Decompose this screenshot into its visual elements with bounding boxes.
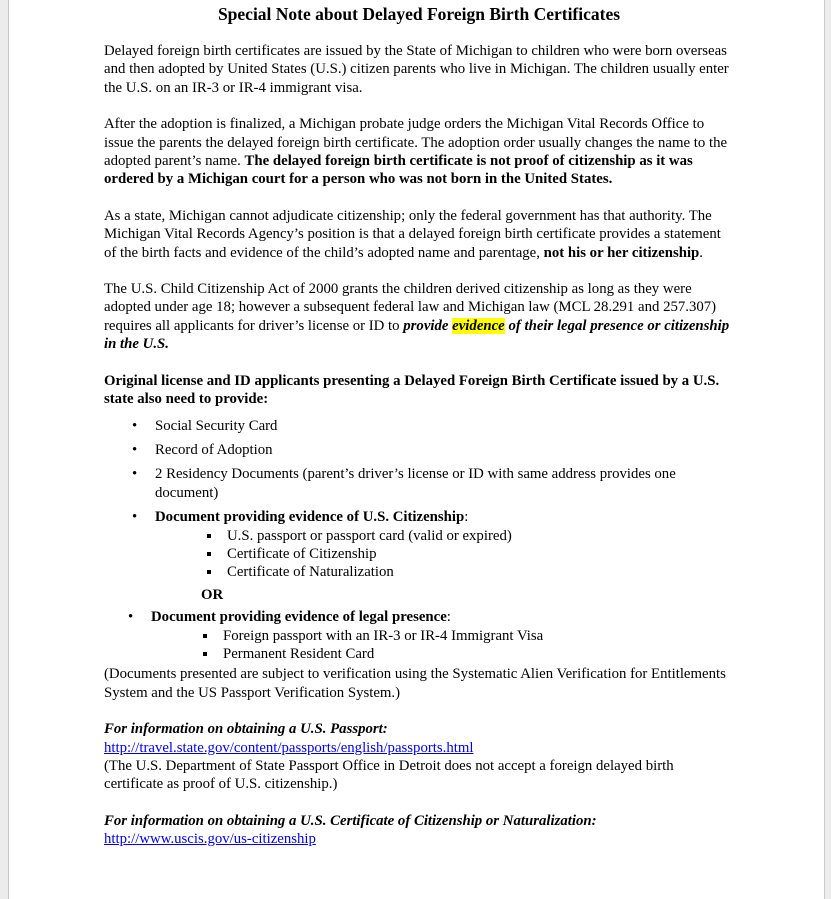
- citizenship-act-paragraph: The U.S. Child Citizenship Act of 2000 grants the children derived citizenship as long as they were adopted under age 18; however a subsequent federal law and Michigan law (MCL 28.291 and 257.307) requires all applicants for driver’s license or ID to provide evidence of their legal presence or citizenship in the U.S.: [104, 281, 730, 353]
- passport-link-line: [104, 739, 734, 757]
- list-item: • Record of Adoption: [104, 441, 734, 459]
- document-page: [104, 0, 734, 849]
- citizenship-link-line: [104, 830, 734, 848]
- page-right-edge: [824, 0, 831, 899]
- verification-note: (Documents presented are subject to verification using the Systematic Alien Verification for Entitlements System and the US Passport Verification System.): [104, 666, 726, 701]
- requirements-list: [104, 417, 734, 582]
- citizenship-sublist: [155, 527, 734, 582]
- sublist-item: Certificate of Citizenship: [155, 545, 734, 563]
- presence-list: [104, 608, 734, 663]
- or-separator: OR: [201, 586, 224, 603]
- highlighted-evidence: evidence: [452, 317, 505, 334]
- list-item-citizenship: • Document providing evidence of U.S. Citizenship: U.S. passport or passport card (valid or expired) Certificate of Citizenship Certificate of Naturalization: [104, 508, 734, 582]
- sublist-item: U.S. passport or passport card (valid or expired): [155, 527, 734, 545]
- passport-note: (The U.S. Department of State Passport Office in Detroit does not accept a foreign delayed birth certificate as proof of U.S. citizenship.): [104, 758, 674, 793]
- sublist-item: Certificate of Naturalization: [155, 563, 734, 581]
- sublist-item: Foreign passport with an IR-3 or IR-4 Immigrant Visa: [151, 627, 734, 645]
- passport-heading: For information on obtaining a U.S. Passport:: [104, 721, 388, 738]
- list-item: • 2 Residency Documents (parent’s driver’s license or ID with same address provides one document): [104, 465, 734, 502]
- requirements-heading: Original license and ID applicants presenting a Delayed Foreign Birth Certificate issued by a U.S. state also need to provide:: [104, 372, 720, 408]
- page-title: Special Note about Delayed Foreign Birth Certificates: [217, 4, 621, 24]
- sublist-item: Permanent Resident Card: [151, 645, 734, 663]
- page-left-edge: [0, 0, 9, 899]
- citizenship-info-heading: For information on obtaining a U.S. Certificate of Citizenship or Naturalization:: [104, 812, 597, 829]
- adoption-paragraph: After the adoption is finalized, a Michigan probate judge orders the Michigan Vital Records Office to issue the parents the delayed foreign birth certificate. The adoption order usually changes the name to the adopted parent’s name. The delayed foreign birth certificate is not proof of citizenship as it was ordered by a Michigan court for a person who was not born in the United States.: [104, 116, 728, 188]
- list-item: • Social Security Card: [104, 417, 734, 435]
- state-authority-paragraph: As a state, Michigan cannot adjudicate citizenship; only the federal government has that authority. The Michigan Vital Records Agency’s position is that a delayed foreign birth certificate provides a statement of the birth facts and evidence of the child’s adopted name and parentage, not his or her citizenship.: [104, 207, 721, 261]
- intro-paragraph: Delayed foreign birth certificates are issued by the State of Michigan to children who were born overseas and then adopted by United States (U.S.) citizen parents who live in Michigan. The children usually enter the U.S. on an IR-3 or IR-4 immigrant visa.: [104, 43, 729, 96]
- passport-link[interactable]: http://travel.state.gov/content/passports/english/passports.html: [104, 739, 474, 756]
- list-item-presence: • Document providing evidence of legal presence: Foreign passport with an IR-3 or IR-4 Immigrant Visa Permanent Resident Card: [104, 608, 734, 663]
- uscis-link[interactable]: http://www.uscis.gov/us-citizenship: [104, 831, 316, 848]
- presence-sublist: [151, 627, 734, 664]
